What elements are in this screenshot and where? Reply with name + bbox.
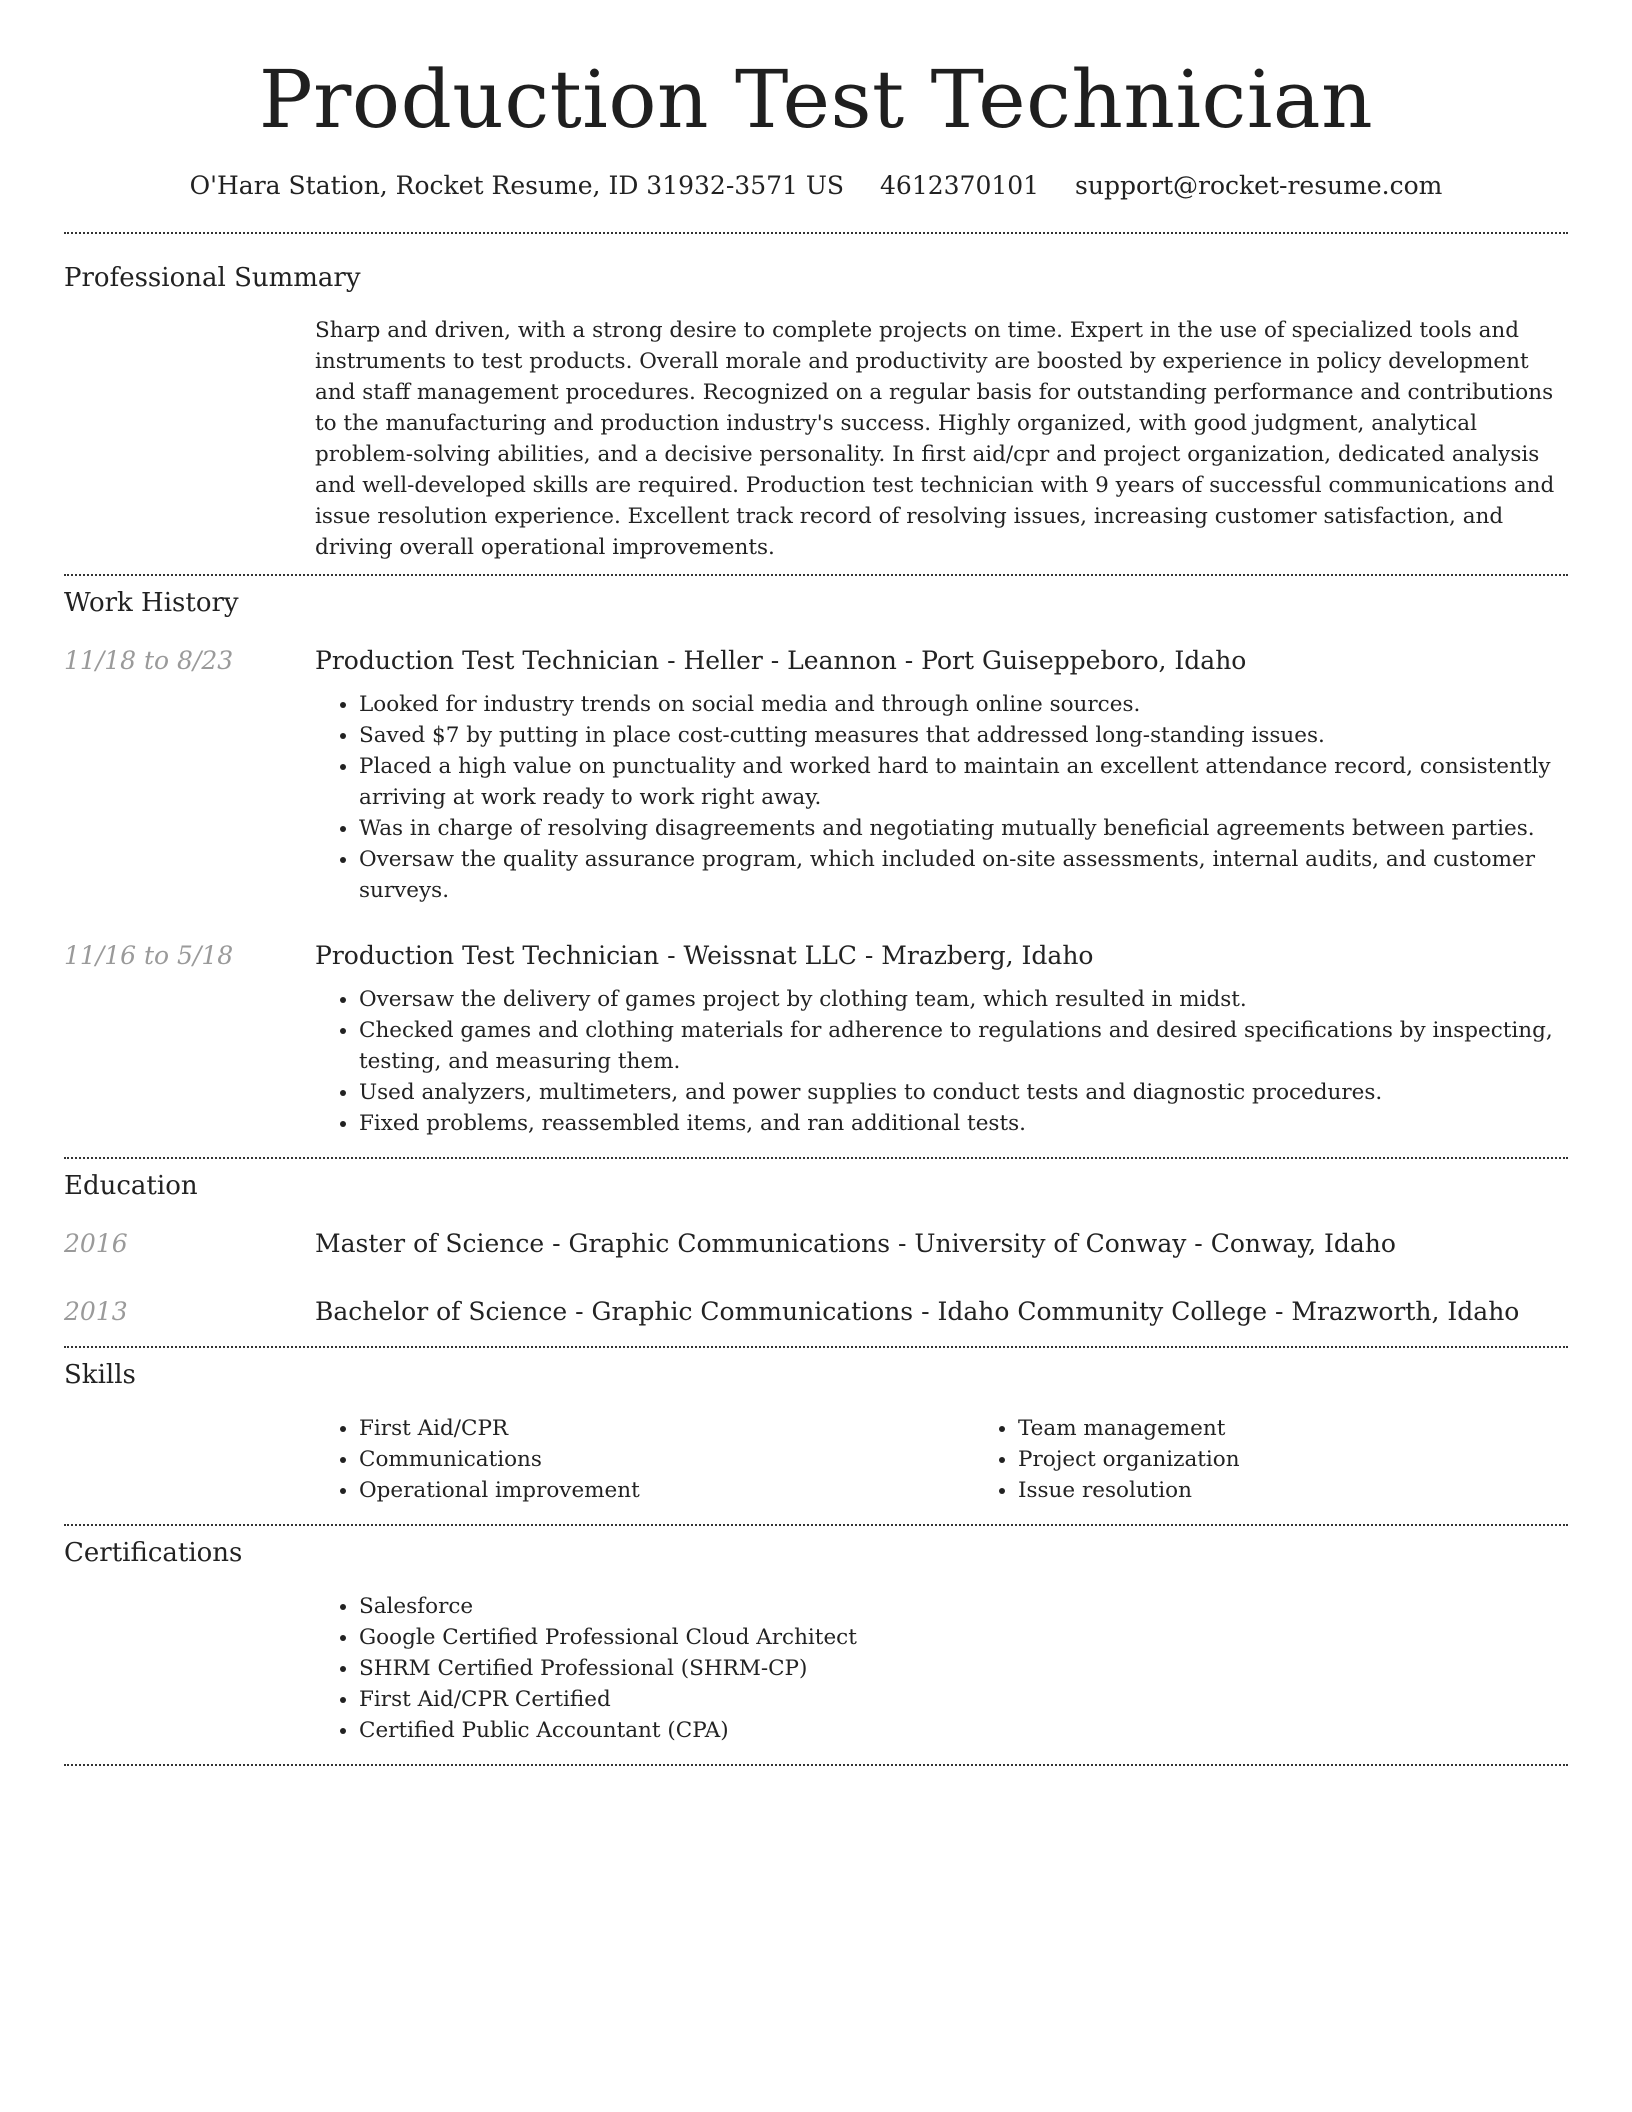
job-heading: Production Test Technician - Heller - Leannon - Port Guiseppeboro, Idaho [315, 646, 1247, 675]
job-bullet: • Oversaw the delivery of games project by clothing team, which resulted in midst. [359, 984, 1568, 1015]
certifications-list [315, 1591, 1568, 1746]
certifications-title: Certifications [64, 1538, 243, 1568]
skill-item: • Communications [359, 1444, 974, 1475]
skills-section [64, 1348, 1568, 1524]
job-bullet: • Was in charge of resolving disagreements and negotiating mutually beneficial agreements between parties. [359, 813, 1568, 844]
job-entry [64, 940, 1568, 1157]
work-history-section [64, 576, 1568, 1157]
job-dates: 11/16 to 5/18 [64, 941, 234, 970]
certification-item: • First Aid/CPR Certified [359, 1684, 1568, 1715]
contact-line [0, 168, 1632, 204]
education-heading: Bachelor of Science - Graphic Communications - Idaho Community College - Mrazworth, Idaho [315, 1297, 1520, 1326]
job-bullets [315, 984, 1568, 1139]
contact-email: support@rocket-resume.com [1075, 171, 1443, 200]
certification-item: • Salesforce [359, 1591, 1568, 1622]
education-entry [64, 1228, 1568, 1260]
job-bullet: • Looked for industry trends on social media and through online sources. [359, 689, 1568, 720]
job-bullets [315, 689, 1568, 906]
skill-item: • First Aid/CPR [359, 1413, 974, 1444]
job-bullet: • Fixed problems, reassembled items, and ran additional tests. [359, 1108, 1568, 1139]
education-year: 2013 [64, 1297, 128, 1326]
resume-header [0, 0, 1632, 204]
contact-phone: 4612370101 [880, 171, 1040, 200]
certification-item: • Google Certified Professional Cloud Architect [359, 1622, 1568, 1653]
skills-list-left [315, 1413, 974, 1506]
job-bullet: • Placed a high value on punctuality and worked hard to maintain an excellent attendance record, consistently arriving at work ready to work right away. [359, 751, 1568, 813]
skill-item: • Team management [1018, 1413, 1632, 1444]
skills-list-right [974, 1413, 1632, 1506]
job-dates: 11/18 to 8/23 [64, 646, 234, 675]
summary-section [64, 234, 1568, 574]
education-title: Education [64, 1171, 198, 1201]
certification-item: • SHRM Certified Professional (SHRM-CP) [359, 1653, 1568, 1684]
summary-text: Sharp and driven, with a strong desire to complete projects on time. Expert in the use of specialized tools and instruments to test products. Overall morale and productivity are boosted by experience in policy development and staff management procedures. Recognized on a regular basis for outstanding performance and contributions to the manufacturing and production industry's success. Highly organized, with good judgment, analytical problem-solving abilities, and a decisive personality. In first aid/cpr and project organization, dedicated analysis and well-developed skills are required. Production test technician with 9 years of successful communications and issue resolution experience. Excellent track record of resolving issues, increasing customer satisfaction, and driving overall operational improvements. [315, 318, 1555, 560]
job-heading: Production Test Technician - Weissnat LLC - Mrazberg, Idaho [315, 941, 1094, 970]
summary-title: Professional Summary [64, 263, 361, 293]
job-bullet: • Oversaw the quality assurance program, which included on-site assessments, internal audits, and customer surveys. [359, 844, 1568, 906]
job-bullet: • Saved $7 by putting in place cost-cutting measures that addressed long-standing issues. [359, 720, 1568, 751]
job-bullet: • Used analyzers, multimeters, and power supplies to conduct tests and diagnostic procedures. [359, 1077, 1568, 1108]
certifications-section [64, 1526, 1568, 1764]
skills-title: Skills [64, 1360, 136, 1390]
job-bullet: • Checked games and clothing materials for adherence to regulations and desired specifications by inspecting, testing, and measuring them. [359, 1015, 1568, 1077]
candidate-name: Production Test Technician [258, 53, 1374, 146]
education-entry [64, 1296, 1568, 1328]
work-history-title: Work History [64, 588, 239, 618]
education-year: 2016 [64, 1229, 128, 1258]
job-entry [64, 645, 1568, 906]
skill-item: • Project organization [1018, 1444, 1632, 1475]
skill-item: • Issue resolution [1018, 1475, 1632, 1506]
certification-item: • Certified Public Accountant (CPA) [359, 1715, 1568, 1746]
contact-address: O'Hara Station, Rocket Resume, ID 31932-3571 US [189, 171, 845, 200]
section-divider [64, 1764, 1568, 1766]
skill-item: • Operational improvement [359, 1475, 974, 1506]
education-heading: Master of Science - Graphic Communications - University of Conway - Conway, Idaho [315, 1229, 1396, 1258]
education-section [64, 1159, 1568, 1346]
